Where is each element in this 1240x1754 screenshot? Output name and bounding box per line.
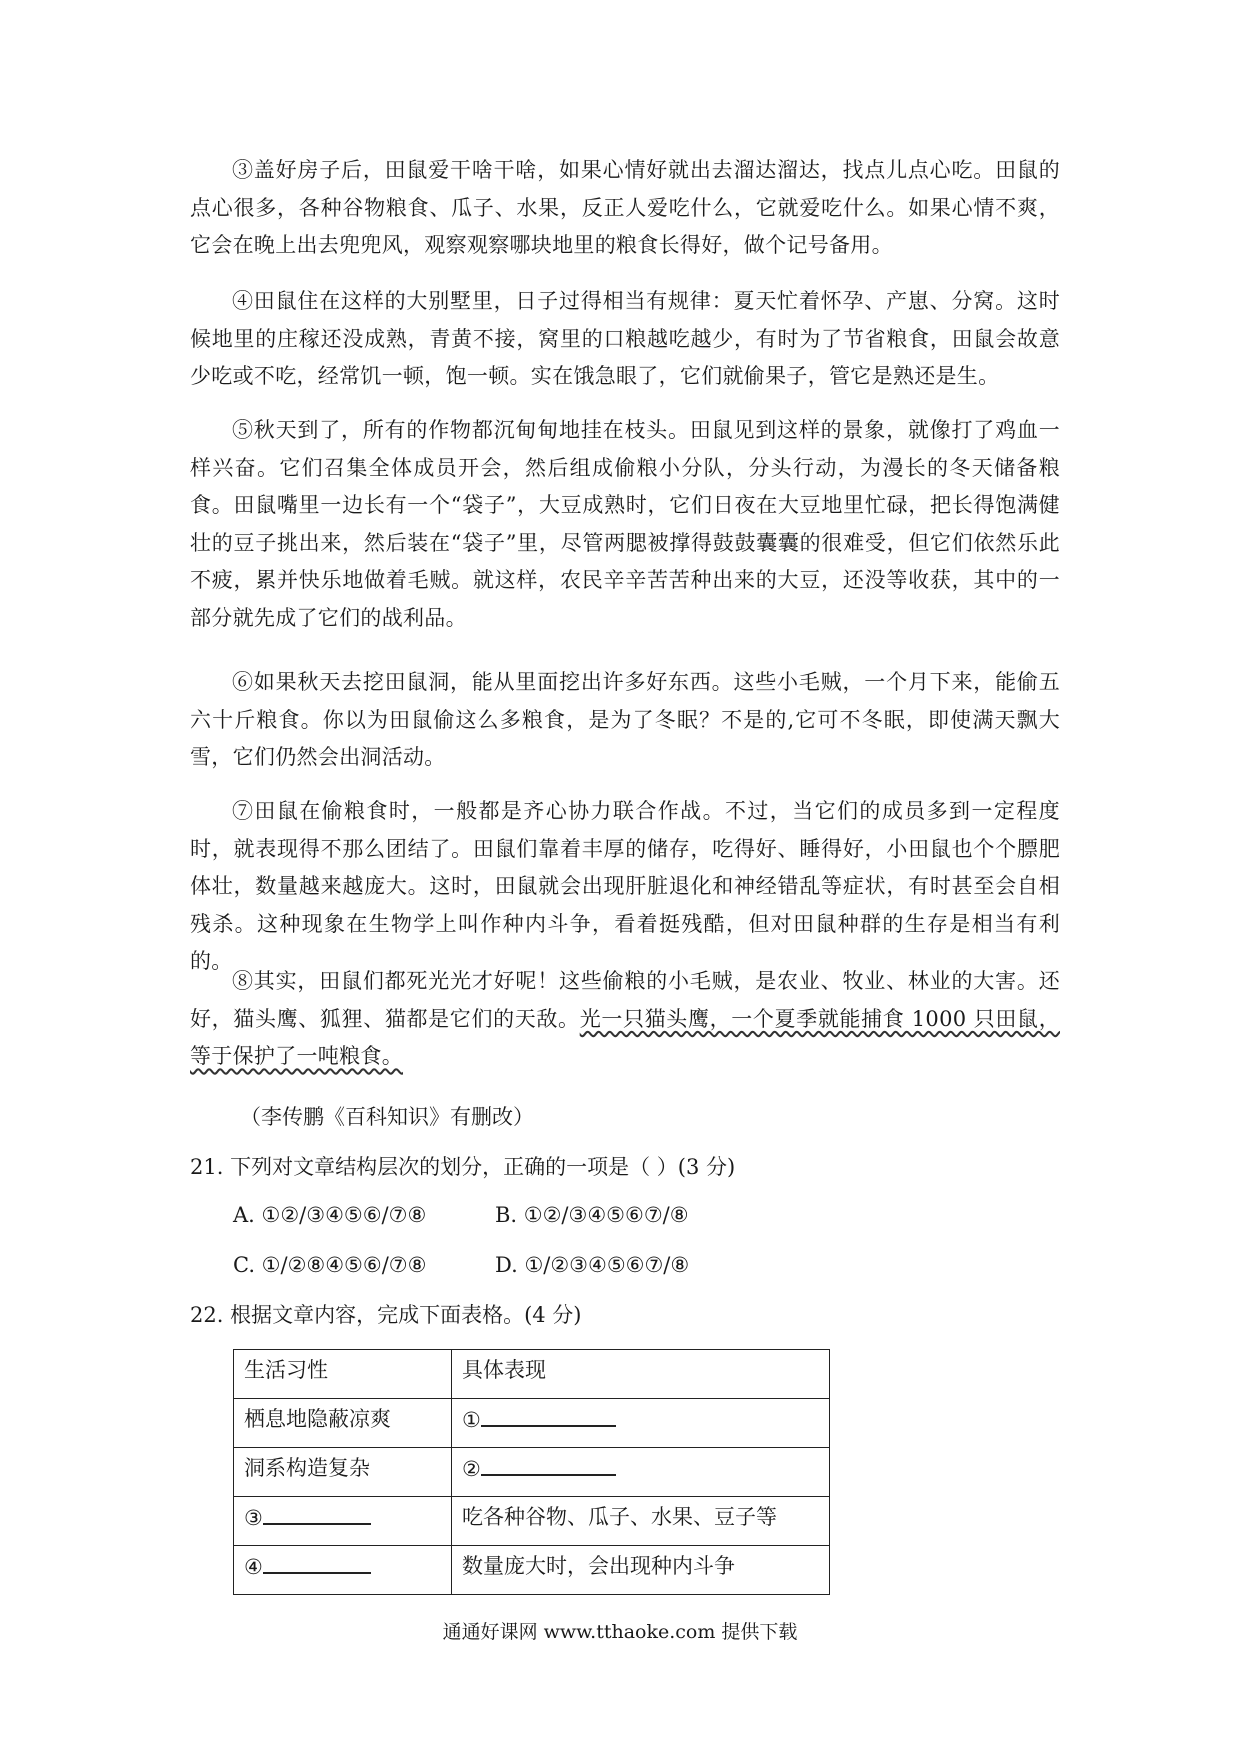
paragraph-7: ⑦田鼠在偷粮食时，一般都是齐心协力联合作战。不过，当它们的成员多到一定程度时，就表现得不那么团结了。田鼠们靠着丰厚的储存，吃得好、睡得好，小田鼠也个个膘肥体壮，数量越来越庞大。这时，田鼠就会出现肝脏退化和神经错乱等症状，有时甚至会自相残杀。这种现象在生物学上叫作种内斗争，看着挺残酷，但对田鼠种群的生存是相当有利的。 <box>190 799 1060 973</box>
blank-number: ④ <box>244 1555 263 1579</box>
question-21-stem: 21. 下列对文章结构层次的划分，正确的一项是（ ）(3 分) <box>190 1155 736 1179</box>
answer-blank[interactable] <box>263 1550 371 1574</box>
table-header-row <box>234 1350 830 1399</box>
paragraph-8-text: ⑧其实，田鼠们都死光光才好呢！这些偷粮的小毛贼，是农业、牧业、林业的大害。还好，猫头鹰、狐狸、猫都是它们的天敌。 <box>190 969 1060 1031</box>
table-row <box>234 1497 830 1546</box>
table-cell <box>452 1448 830 1497</box>
paragraph-3: ③盖好房子后，田鼠爱干啥干啥，如果心情好就出去溜达溜达，找点儿点心吃。田鼠的点心很多，各种谷物粮食、瓜子、水果，反正人爱吃什么，它就爱吃什么。如果心情不爽，它会在晚上出去兜兜风，观察观察哪块地里的粮食长得好，做个记号备用。 <box>190 158 1060 257</box>
page-footer: 通通好课网 www.tthaoke.com 提供下载 <box>442 1621 798 1643</box>
table-row <box>234 1546 830 1595</box>
table-cell: 洞系构造复杂 <box>234 1448 452 1497</box>
habits-table <box>233 1349 830 1595</box>
table-cell <box>234 1497 452 1546</box>
table-cell <box>452 1399 830 1448</box>
table-header-cell: 生活习性 <box>234 1350 452 1399</box>
table-cell: 吃各种谷物、瓜子、水果、豆子等 <box>452 1497 830 1546</box>
question-21-option-c: C. ①/②⑧④⑤⑥/⑦⑧ <box>233 1253 427 1277</box>
paragraph-4: ④田鼠住在这样的大别墅里，日子过得相当有规律：夏天忙着怀孕、产崽、分窝。这时候地里的庄稼还没成熟，青黄不接，窝里的口粮越吃越少，有时为了节省粮食，田鼠会故意少吃或不吃，经常饥一顿，饱一顿。实在饿急眼了，它们就偷果子，管它是熟还是生。 <box>190 289 1060 388</box>
table-cell: 数量庞大时，会出现种内斗争 <box>452 1546 830 1595</box>
question-21-option-a: A. ①②/③④⑤⑥/⑦⑧ <box>233 1203 427 1227</box>
paragraph-6: ⑥如果秋天去挖田鼠洞，能从里面挖出许多好东西。这些小毛贼，一个月下来，能偷五六十斤粮食。你以为田鼠偷这么多粮食，是为了冬眠？不是的,它可不冬眠，即使满天飘大雪，它们仍然会出洞活动。 <box>190 670 1060 769</box>
question-21-option-d: D. ①/②③④⑤⑥⑦/⑧ <box>495 1253 690 1277</box>
paragraph-8 <box>190 963 1060 1076</box>
answer-blank[interactable] <box>263 1501 371 1525</box>
table-cell: 栖息地隐蔽凉爽 <box>234 1399 452 1448</box>
paragraph-8-underlined-sentence: 光一只猫头鹰，一个夏季就能捕食 1000 只田鼠，等于保护了一吨粮食。 <box>190 1006 1060 1068</box>
blank-number: ③ <box>244 1506 263 1530</box>
table-row <box>234 1399 830 1448</box>
answer-blank[interactable] <box>481 1452 616 1476</box>
answer-blank[interactable] <box>481 1403 616 1427</box>
question-22-stem: 22. 根据文章内容，完成下面表格。(4 分) <box>190 1303 582 1327</box>
source-citation: （李传鹏《百科知识》有删改） <box>240 1105 534 1129</box>
paragraph-5: ⑤秋天到了，所有的作物都沉甸甸地挂在枝头。田鼠见到这样的景象，就像打了鸡血一样兴奋。它们召集全体成员开会，然后组成偷粮小分队，分头行动，为漫长的冬天储备粮食。田鼠嘴里一边长有一个“袋子”，大豆成熟时，它们日夜在大豆地里忙碌，把长得饱满健壮的豆子挑出来，然后装在“袋子”里，尽管两腮被撑得鼓鼓囊囊的很难受，但它们依然乐此不疲，累并快乐地做着毛贼。就这样，农民辛辛苦苦种出来的大豆，还没等收获，其中的一部分就先成了它们的战利品。 <box>190 418 1060 630</box>
question-21-option-b: B. ①②/③④⑤⑥⑦/⑧ <box>495 1203 689 1227</box>
blank-number: ① <box>462 1408 481 1432</box>
table-cell <box>234 1546 452 1595</box>
table-header-cell: 具体表现 <box>452 1350 830 1399</box>
table-row <box>234 1448 830 1497</box>
blank-number: ② <box>462 1457 481 1481</box>
